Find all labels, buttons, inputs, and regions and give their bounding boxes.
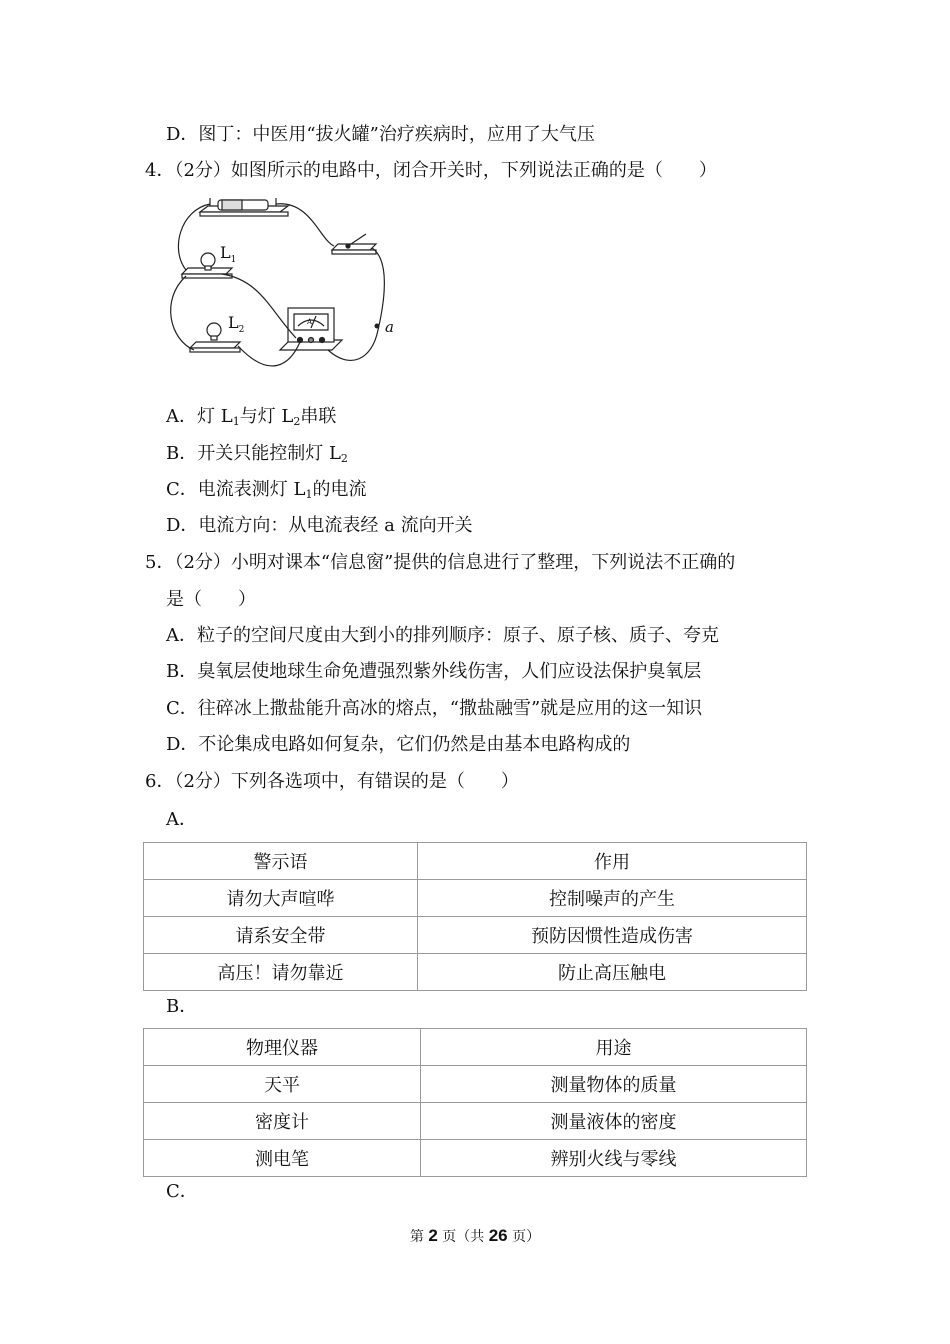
table-cell: 高压！请勿靠近: [144, 954, 418, 991]
q5-option-a: A．粒子的空间尺度由大到小的排列顺序：原子、原子核、质子、夸克: [166, 625, 719, 646]
page-number: 2: [428, 1226, 438, 1245]
q5-stem-line1: 5．（2分）小明对课本“信息窗”提供的信息进行了整理，下列说法不正确的: [145, 552, 736, 573]
q6-stem: 6．（2分）下列各选项中，有错误的是（ ）: [145, 771, 519, 792]
table-row: [144, 1066, 807, 1103]
lamp1-label: $L_1$: [220, 243, 237, 265]
page-total: 26: [488, 1226, 508, 1245]
table-row: [144, 1103, 807, 1140]
table-cell: 预防因惯性造成伤害: [418, 917, 807, 954]
table-row: [144, 1140, 807, 1177]
table-header-row: [144, 1029, 807, 1066]
table-cell: 控制噪声的产生: [418, 880, 807, 917]
table-header-cell: 警示语: [144, 843, 418, 880]
table-header-cell: 用途: [421, 1029, 807, 1066]
lamp2-label: $L_2$: [228, 313, 245, 335]
ammeter-label: A: [307, 318, 313, 326]
q3-option-d: D．图丁：中医用“拔火罐”治疗疾病时，应用了大气压: [166, 124, 595, 145]
q5-option-b: B．臭氧层使地球生命免遭强烈紫外线伤害，人们应设法保护臭氧层: [166, 661, 702, 682]
q4-option-b: B．开关只能控制灯 $L_2$: [166, 443, 348, 465]
table-cell: 请勿大声喧哗: [144, 880, 418, 917]
q4-option-d: D．电流方向：从电流表经 a 流向开关: [166, 515, 473, 536]
q5-option-c: C．往碎冰上撒盐能升高冰的熔点，“撒盐融雪”就是应用的这一知识: [166, 698, 703, 719]
table-row: [144, 954, 807, 991]
point-a-label: a: [385, 318, 394, 336]
circuit-diagram: [160, 190, 400, 380]
page-footer: 第 2 页（共 26 页）: [409, 1226, 541, 1245]
table-cell: 测量液体的密度: [421, 1103, 807, 1140]
table-header-cell: 物理仪器: [144, 1029, 421, 1066]
table-header-cell: 作用: [418, 843, 807, 880]
table-cell: 防止高压触电: [418, 954, 807, 991]
q5-option-d: D．不论集成电路如何复杂，它们仍然是由基本电路构成的: [166, 734, 631, 755]
table-cell: 密度计: [144, 1103, 421, 1140]
table-cell: 辨别火线与零线: [421, 1140, 807, 1177]
q5-stem-line2: 是（ ）: [166, 589, 256, 610]
q4-stem: 4．（2分）如图所示的电路中，闭合开关时，下列说法正确的是（ ）: [145, 160, 717, 181]
table-cell: 测量物体的质量: [421, 1066, 807, 1103]
q6-table-a: [143, 842, 807, 991]
table-row: [144, 917, 807, 954]
table-row: [144, 880, 807, 917]
table-header-row: [144, 843, 807, 880]
q6-table-b: [143, 1028, 807, 1177]
table-cell: 请系安全带: [144, 917, 418, 954]
table-cell: 天平: [144, 1066, 421, 1103]
q6-option-a-label: A．: [166, 809, 197, 830]
q4-option-c: C．电流表测灯 $L_1$的电流: [166, 479, 367, 501]
q4-option-a: A．灯 $L_1$与灯 $L_2$串联: [166, 406, 337, 428]
table-cell: 测电笔: [144, 1140, 421, 1177]
q6-option-c-label: C．: [166, 1181, 198, 1202]
q6-option-b-label: B．: [166, 996, 198, 1017]
